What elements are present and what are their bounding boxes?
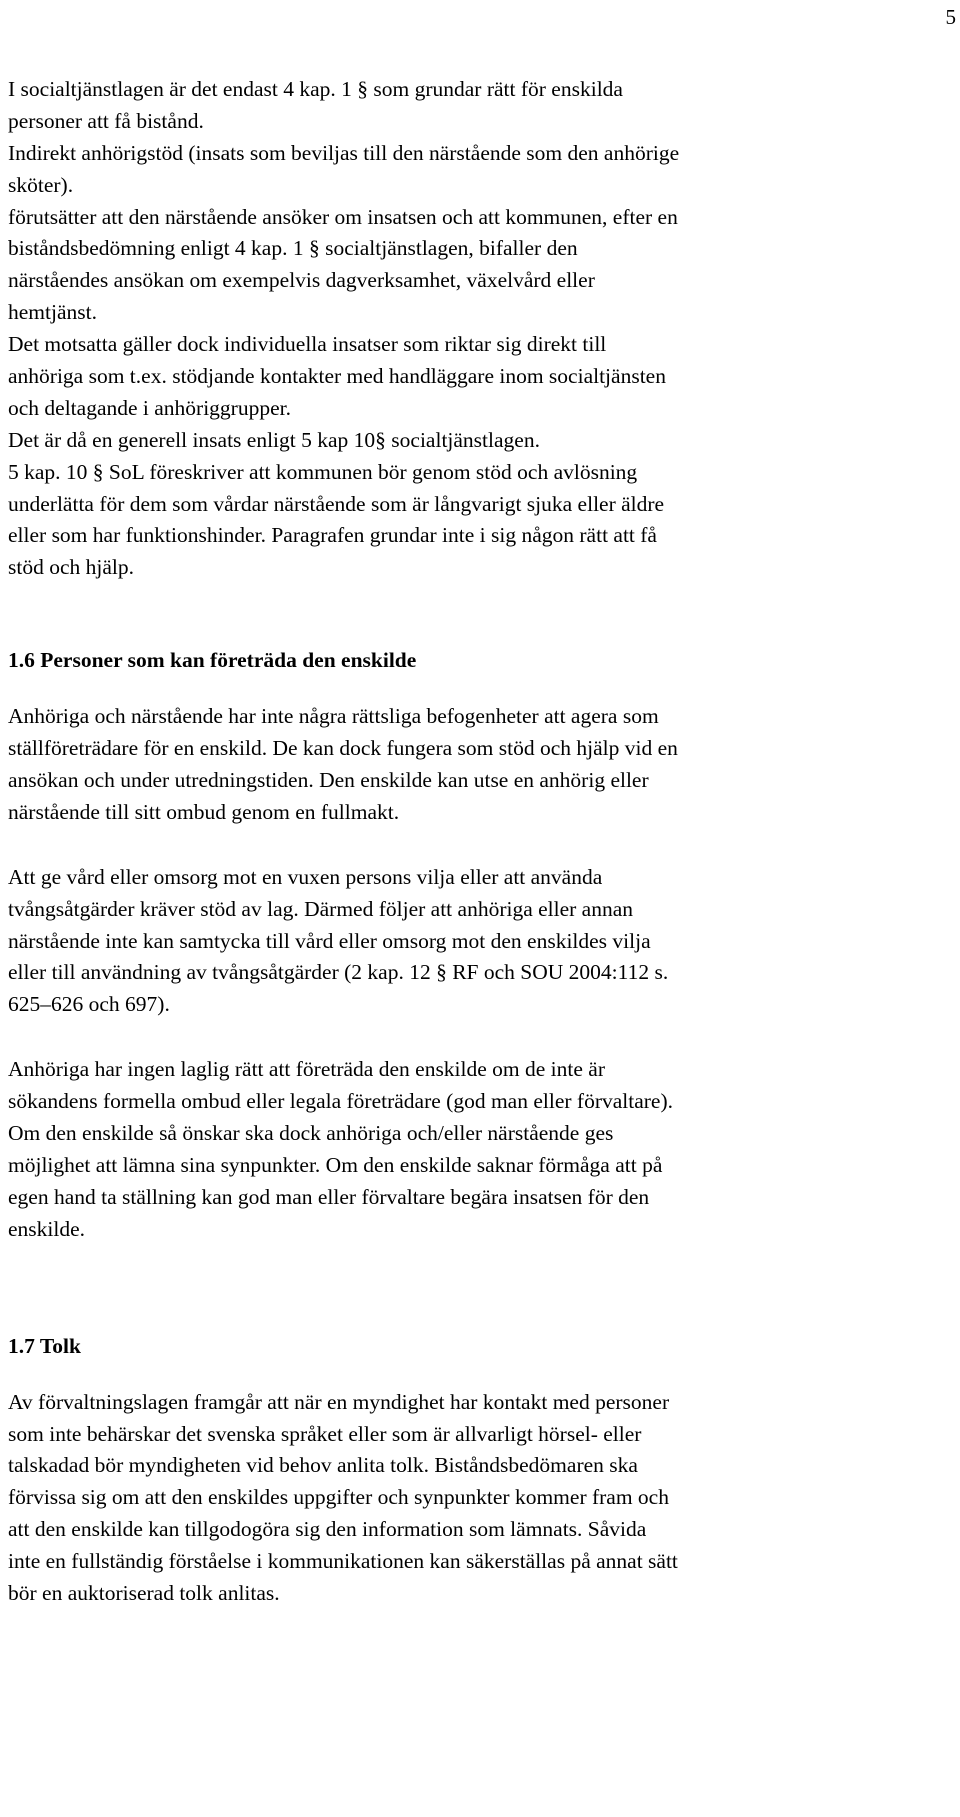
text-line: Anhöriga har ingen laglig rätt att företräda den enskilde om de inte är	[8, 1057, 606, 1082]
text-line: talskadad bör myndigheten vid behov anlita tolk. Biståndsbedömaren ska	[8, 1453, 638, 1478]
document-body	[8, 74, 960, 1610]
text-line: enskilde.	[8, 1216, 86, 1241]
text-line: Av förvaltningslagen framgår att när en myndighet har kontakt med personer	[8, 1389, 670, 1414]
text-line: ställföreträdare för en enskild. De kan dock fungera som stöd och hjälp vid en	[8, 736, 678, 761]
paragraph-coercion	[8, 862, 960, 1021]
text-line: närståendes ansökan om exempelvis dagverksamhet, växelvård eller	[8, 268, 595, 293]
text-line: Det motsatta gäller dock individuella insatser som riktar sig direkt till	[8, 332, 607, 357]
text-line: inte en fullständig förståelse i kommunikationen kan säkerställas på annat sätt	[8, 1549, 678, 1574]
text-line: biståndsbedömning enligt 4 kap. 1 § socialtjänstlagen, bifaller den	[8, 236, 578, 261]
text-line: Att ge vård eller omsorg mot en vuxen persons vilja eller att använda	[8, 864, 603, 889]
text-line: Anhöriga och närstående har inte några rättsliga befogenheter att agera som	[8, 704, 659, 729]
text-line: sökandens formella ombud eller legala företrädare (god man eller förvaltare).	[8, 1089, 673, 1114]
text-line: anhöriga som t.ex. stödjande kontakter med handläggare inom socialtjänsten	[8, 364, 666, 389]
text-line: bör en auktoriserad tolk anlitas.	[8, 1580, 280, 1605]
text-line: förutsätter att den närstående ansöker om insatsen och att kommunen, efter en	[8, 204, 678, 229]
text-line: närstående till sitt ombud genom en fullmakt.	[8, 799, 400, 824]
text-line: förvissa sig om att den enskildes uppgifter och synpunkter kommer fram och	[8, 1485, 669, 1510]
text-line: personer att få bistånd.	[8, 108, 204, 133]
section-heading-1-7: 1.7 Tolk	[8, 1333, 81, 1358]
text-line: stöd och hjälp.	[8, 555, 134, 580]
text-line: hemtjänst.	[8, 300, 97, 325]
text-line: tvångsåtgärder kräver stöd av lag. Därmed följer att anhöriga eller annan	[8, 896, 634, 921]
text-line: egen hand ta ställning kan god man eller förvaltare begära insatsen för den	[8, 1184, 650, 1209]
text-line: sköter).	[8, 172, 74, 197]
text-line: möjlighet att lämna sina synpunkter. Om den enskilde saknar förmåga att på	[8, 1152, 663, 1177]
text-line: 625–626 och 697).	[8, 992, 170, 1017]
text-line: närstående inte kan samtycka till vård eller omsorg mot den enskildes vilja	[8, 928, 651, 953]
text-line: och deltagande i anhöriggrupper.	[8, 395, 291, 420]
text-line: ansökan och under utredningstiden. Den enskilde kan utse en anhörig eller	[8, 768, 649, 793]
text-line: eller till användning av tvångsåtgärder (2 kap. 12 § RF och SOU 2004:112 s.	[8, 960, 669, 985]
text-line: Det är då en generell insats enligt 5 kap 10§ socialtjänstlagen.	[8, 427, 540, 452]
text-line: som inte behärskar det svenska språket eller som är allvarligt hörsel- eller	[8, 1421, 642, 1446]
intro-block	[8, 74, 960, 584]
text-line: Om den enskilde så önskar ska dock anhöriga och/eller närstående ges	[8, 1121, 614, 1146]
paragraph-representation	[8, 701, 960, 829]
text-line: 5 kap. 10 § SoL föreskriver att kommunen bör genom stöd och avlösning	[8, 459, 638, 484]
text-line: att den enskilde kan tillgodogöra sig den information som lämnats. Såvida	[8, 1517, 647, 1542]
text-line: Indirekt anhörigstöd (insats som beviljas till den närstående som den anhörige	[8, 140, 680, 165]
text-line: underlätta för dem som vårdar närstående som är långvarigt sjuka eller äldre	[8, 491, 665, 516]
text-line: eller som har funktionshinder. Paragrafen grundar inte i sig någon rätt att få	[8, 523, 657, 548]
text-line: I socialtjänstlagen är det endast 4 kap. 1 § som grundar rätt för enskilda	[8, 77, 623, 101]
paragraph-legal-right	[8, 1054, 960, 1245]
paragraph-interpreter	[8, 1387, 960, 1610]
section-heading-1-6: 1.6 Personer som kan företräda den enskilde	[8, 648, 417, 673]
page-number: 5	[945, 5, 956, 29]
